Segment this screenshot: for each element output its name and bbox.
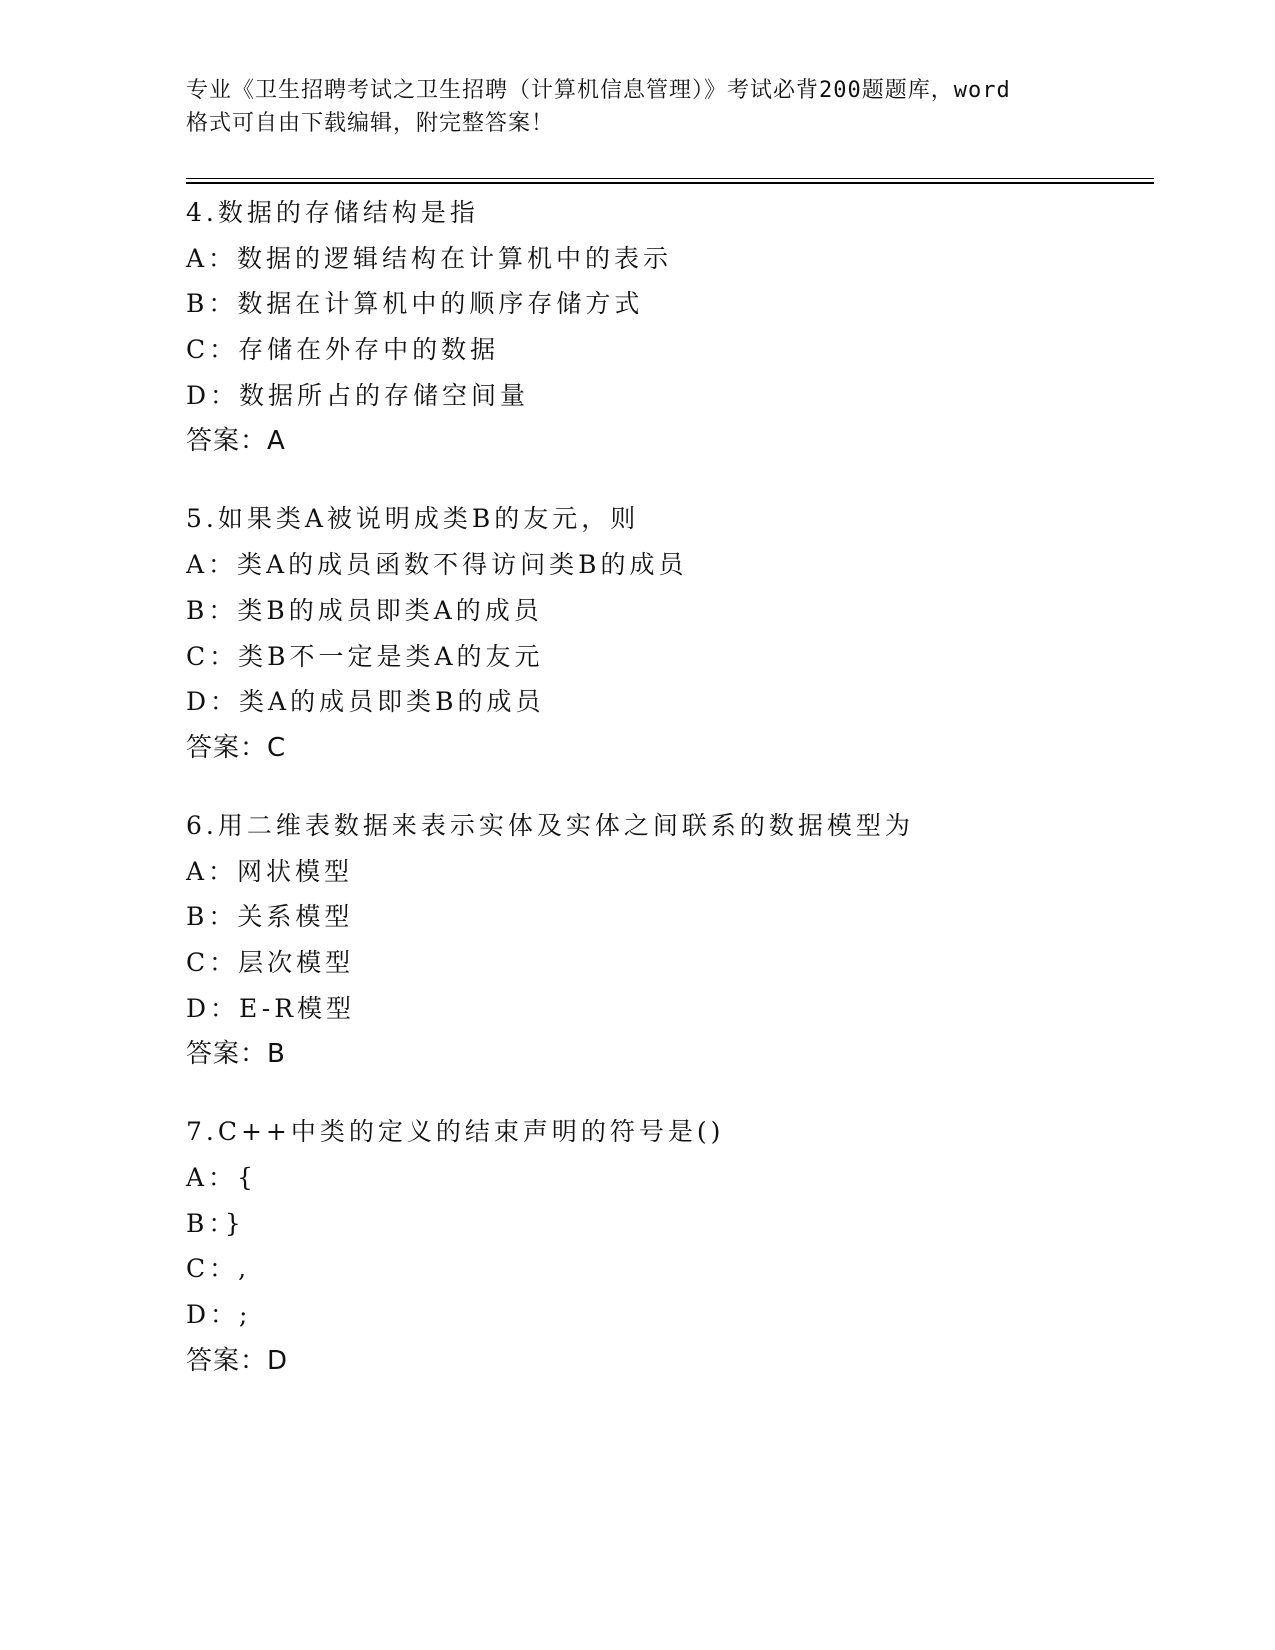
option-a: A：类A的成员函数不得访问类B的成员: [186, 550, 688, 580]
option-a: A：{: [186, 1163, 257, 1192]
option-d: D：;: [186, 1300, 252, 1330]
option-d: D：数据所占的存储空间量: [186, 380, 530, 410]
question-7: [186, 1109, 1146, 1383]
option-c: C：存储在外存中的数据: [186, 335, 500, 365]
question-stem: 4.数据的存储结构是指: [186, 198, 479, 227]
answer-line: 答案：D: [186, 1345, 289, 1376]
question-5: [186, 496, 1146, 770]
question-6: [186, 803, 1146, 1077]
answer-line: 答案：A: [186, 426, 286, 457]
question-stem: 7.C++中类的定义的结束声明的符号是(): [186, 1117, 725, 1147]
option-b: B：数据在计算机中的顺序存储方式: [186, 289, 644, 319]
option-c: C：层次模型: [186, 947, 355, 977]
option-a: A：数据的逻辑结构在计算机中的表示: [186, 243, 673, 273]
question-stem: 6.用二维表数据来表示实体及实体之间联系的数据模型为: [186, 810, 914, 840]
question-stem: 5.如果类A被说明成类B的友元，则: [186, 504, 640, 534]
document-header: [186, 74, 1086, 140]
option-a: A：网状模型: [186, 856, 354, 886]
option-b: B：}: [186, 1208, 245, 1238]
question-list: [186, 190, 1146, 1416]
answer-line: 答案：B: [186, 1039, 286, 1070]
header-divider-thick: [186, 182, 1154, 184]
header-title-line-2: 格式可自由下载编辑，附完整答案！: [186, 111, 555, 136]
option-b: B：关系模型: [186, 902, 354, 932]
question-4: [186, 190, 1146, 464]
header-divider-thin: [186, 178, 1154, 179]
answer-line: 答案：C: [186, 732, 287, 763]
option-b: B：类B的成员即类A的成员: [186, 595, 543, 625]
header-title-line-1: 专业《卫生招聘考试之卫生招聘（计算机信息管理）》考试必背200题题库，word: [186, 78, 1011, 103]
option-c: C：,: [186, 1254, 251, 1284]
option-d: D：类A的成员即类B的成员: [186, 687, 545, 717]
option-d: D：E-R模型: [186, 993, 356, 1023]
option-c: C：类B不一定是类A的友元: [186, 641, 544, 671]
